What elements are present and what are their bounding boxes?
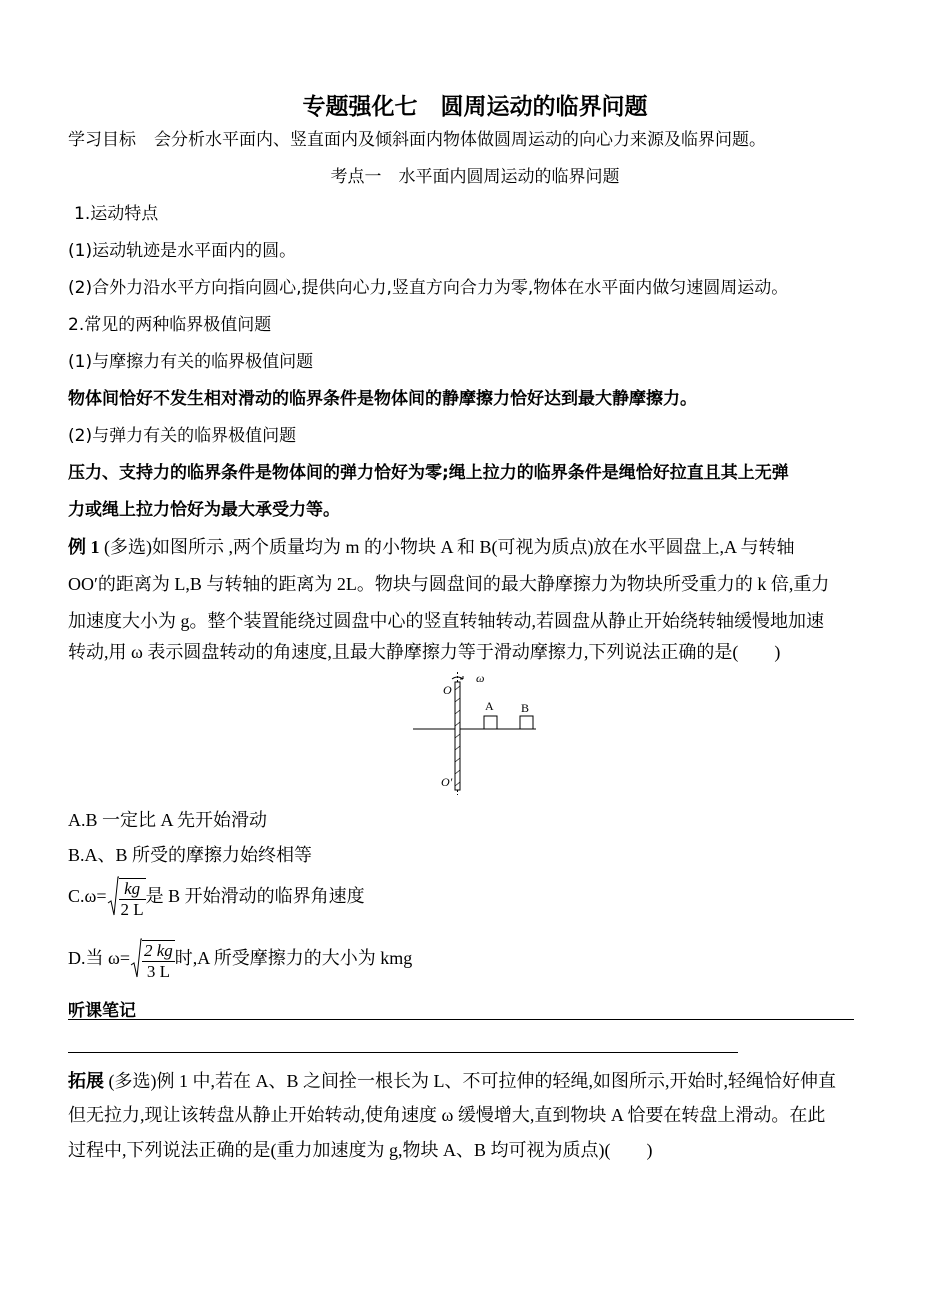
label-o-prime: O′ [441,775,453,789]
example-label: 例 1 [68,537,100,557]
extension-label: 拓展 [68,1071,104,1091]
notes-rule [68,1052,738,1053]
paragraph: (2)与弹力有关的临界极值问题 [68,426,297,446]
label-a: A [485,699,494,713]
option-d [68,936,412,982]
example-line: 加速度大小为 g。整个装置能绕过圆盘中心的竖直转轴转动,若圆盘从静止开始绕转轴缓慢地加速 [68,611,824,631]
extension-text: (多选)例 1 中,若在 A、B 之间拴一根长为 L、不可拉伸的轻绳,如图所示,开始时,轻绳恰好伸直 [108,1071,836,1091]
block-a [484,716,497,729]
subheading-critical-problems: 2.常见的两种临界极值问题 [68,315,272,335]
option-b: B.A、B 所受的摩擦力始终相等 [68,845,313,865]
objective-label: 学习目标 [68,130,136,150]
option-c-suffix: 是 B 开始滑动的临界角速度 [145,886,365,906]
paragraph: (1)运动轨迹是水平面内的圆。 [68,241,297,261]
label-omega: ω [476,671,485,685]
paragraph: (1)与摩擦力有关的临界极值问题 [68,352,314,372]
sqrt-sign [130,937,175,982]
fraction-denominator: 2 L [120,900,144,920]
extension-line [68,1067,836,1093]
label-b: B [521,701,530,715]
example-line [68,533,795,559]
example-line: 转动,用 ω 表示圆盘转动的角速度,且最大静摩擦力等于滑动摩擦力,下列说法正确的是( ) [68,642,781,662]
option-d-prefix: D.当 ω= [68,948,130,968]
option-c [68,874,365,920]
learning-objective [68,125,766,150]
extension-line: 但无拉力,现让该转盘从静止开始转动,使角速度 ω 缓慢增大,直到物块 A 恰要在转盘上滑动。在此 [68,1105,826,1125]
example-tag: (多选) [104,537,152,557]
bold-paragraph: 物体间恰好不发生相对滑动的临界条件是物体间的静摩擦力恰好达到最大静摩擦力。 [68,389,697,409]
bold-paragraph: 压力、支持力的临界条件是物体间的弹力恰好为零;绳上拉力的临界条件是绳恰好拉直且其上无弹 [68,463,789,483]
notes-label: 听课笔记 [68,1001,136,1021]
turntable-figure [408,668,548,796]
notes-rule [68,1019,854,1020]
section-heading: 考点一 水平面内圆周运动的临界问题 [330,167,620,187]
objective-text: 会分析水平面内、竖直面内及倾斜面内物体做圆周运动的向心力来源及临界问题。 [154,130,766,150]
fraction-numerator: kg [119,879,146,900]
fraction-numerator: 2 kg [144,941,173,961]
example-line: OO′的距离为 L,B 与转轴的距离为 2L。物块与圆盘间的最大静摩擦力为物块所受重力的 k 倍,重力 [68,574,830,594]
option-a: A.B 一定比 A 先开始滑动 [68,810,268,830]
block-b [520,716,533,729]
option-c-prefix: C.ω= [68,886,107,906]
example-text: 如图所示 ,两个质量均为 m 的小物块 A 和 B(可视为质点)放在水平圆盘上,A 与转轴 [152,537,795,557]
sqrt-sign [107,875,146,920]
paragraph: (2)合外力沿水平方向指向圆心,提供向心力,竖直方向合力为零,物体在水平面内做匀速圆周运动。 [68,278,789,298]
extension-line: 过程中,下列说法正确的是(重力加速度为 g,物块 A、B 均可视为质点)( ) [68,1140,653,1160]
bold-paragraph: 力或绳上拉力恰好为最大承受力等。 [68,500,340,520]
fraction-denominator: 3 L [146,962,170,982]
subheading-motion-features: 1.运动特点 [74,204,159,224]
page-title: 专题强化七 圆周运动的临界问题 [302,94,648,120]
label-o: O [443,683,452,697]
option-d-suffix: 时,A 所受摩擦力的大小为 kmg [174,948,413,968]
